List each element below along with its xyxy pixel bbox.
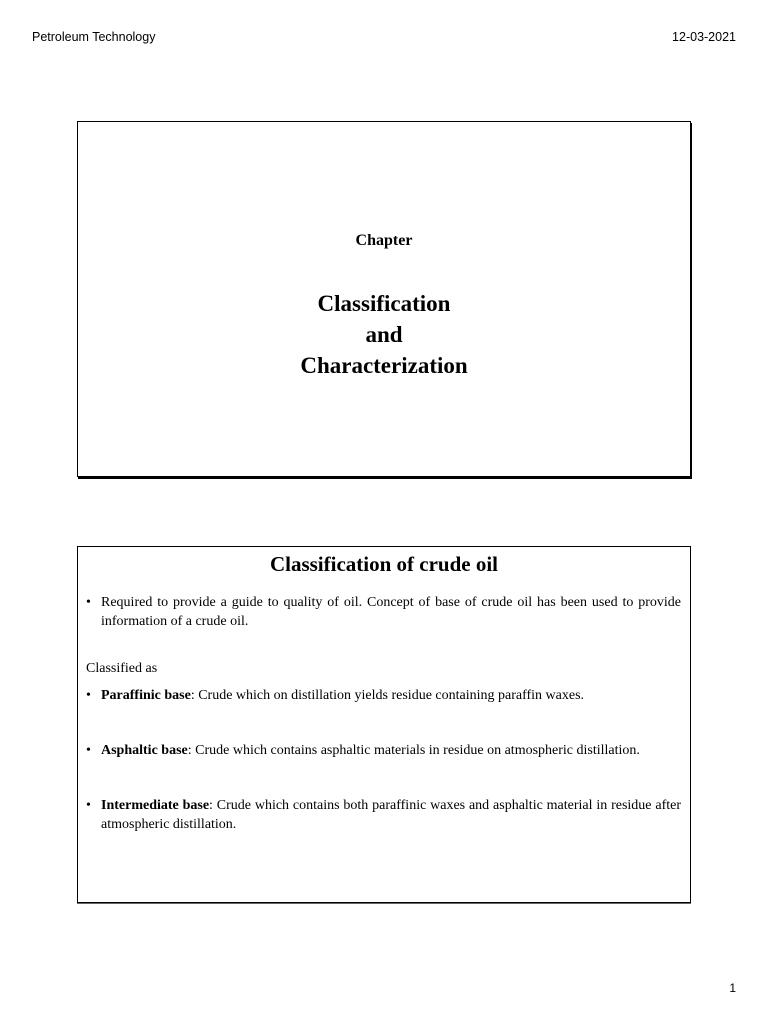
bullet-icon: •	[86, 688, 91, 703]
slide-content	[86, 593, 681, 834]
slide-classification	[77, 546, 691, 903]
intro-bullet	[86, 593, 681, 631]
chapter-title-line-3: Characterization	[300, 353, 468, 378]
term-asphaltic: Asphaltic base	[101, 743, 188, 758]
bullet-icon: •	[86, 595, 91, 610]
bullet-icon: •	[86, 743, 91, 758]
intro-text: Required to provide a guide to quality of oil. Concept of base of crude oil has been used to provide information of a crude oil.	[101, 595, 681, 629]
page-number: 1	[729, 981, 736, 995]
header-date: 12-03-2021	[672, 30, 736, 44]
header-course-title: Petroleum Technology	[32, 30, 156, 44]
chapter-title-line-1: Classification	[317, 291, 451, 316]
slide-chapter-title	[77, 121, 691, 477]
chapter-title-line-2: and	[365, 322, 403, 347]
desc-asphaltic: : Crude which contains asphaltic materials in residue on atmospheric distillation.	[187, 743, 640, 758]
desc-paraffinic: : Crude which on distillation yields residue containing paraffin waxes.	[190, 688, 585, 703]
classified-label: Classified as	[86, 661, 158, 676]
term-paraffinic: Paraffinic base	[101, 688, 191, 703]
bullet-intermediate	[86, 796, 681, 834]
term-intermediate: Intermediate base	[101, 798, 210, 813]
chapter-title	[78, 288, 690, 381]
desc-intermediate: : Crude which contains both paraffinic waxes and asphaltic material in residue after atmospheric distillation.	[101, 798, 681, 832]
slide-title: Classification of crude oil	[269, 552, 499, 576]
bullet-icon: •	[86, 798, 91, 813]
bullet-paraffinic	[86, 686, 681, 705]
bullet-asphaltic	[86, 741, 681, 760]
chapter-label: Chapter	[355, 232, 413, 249]
